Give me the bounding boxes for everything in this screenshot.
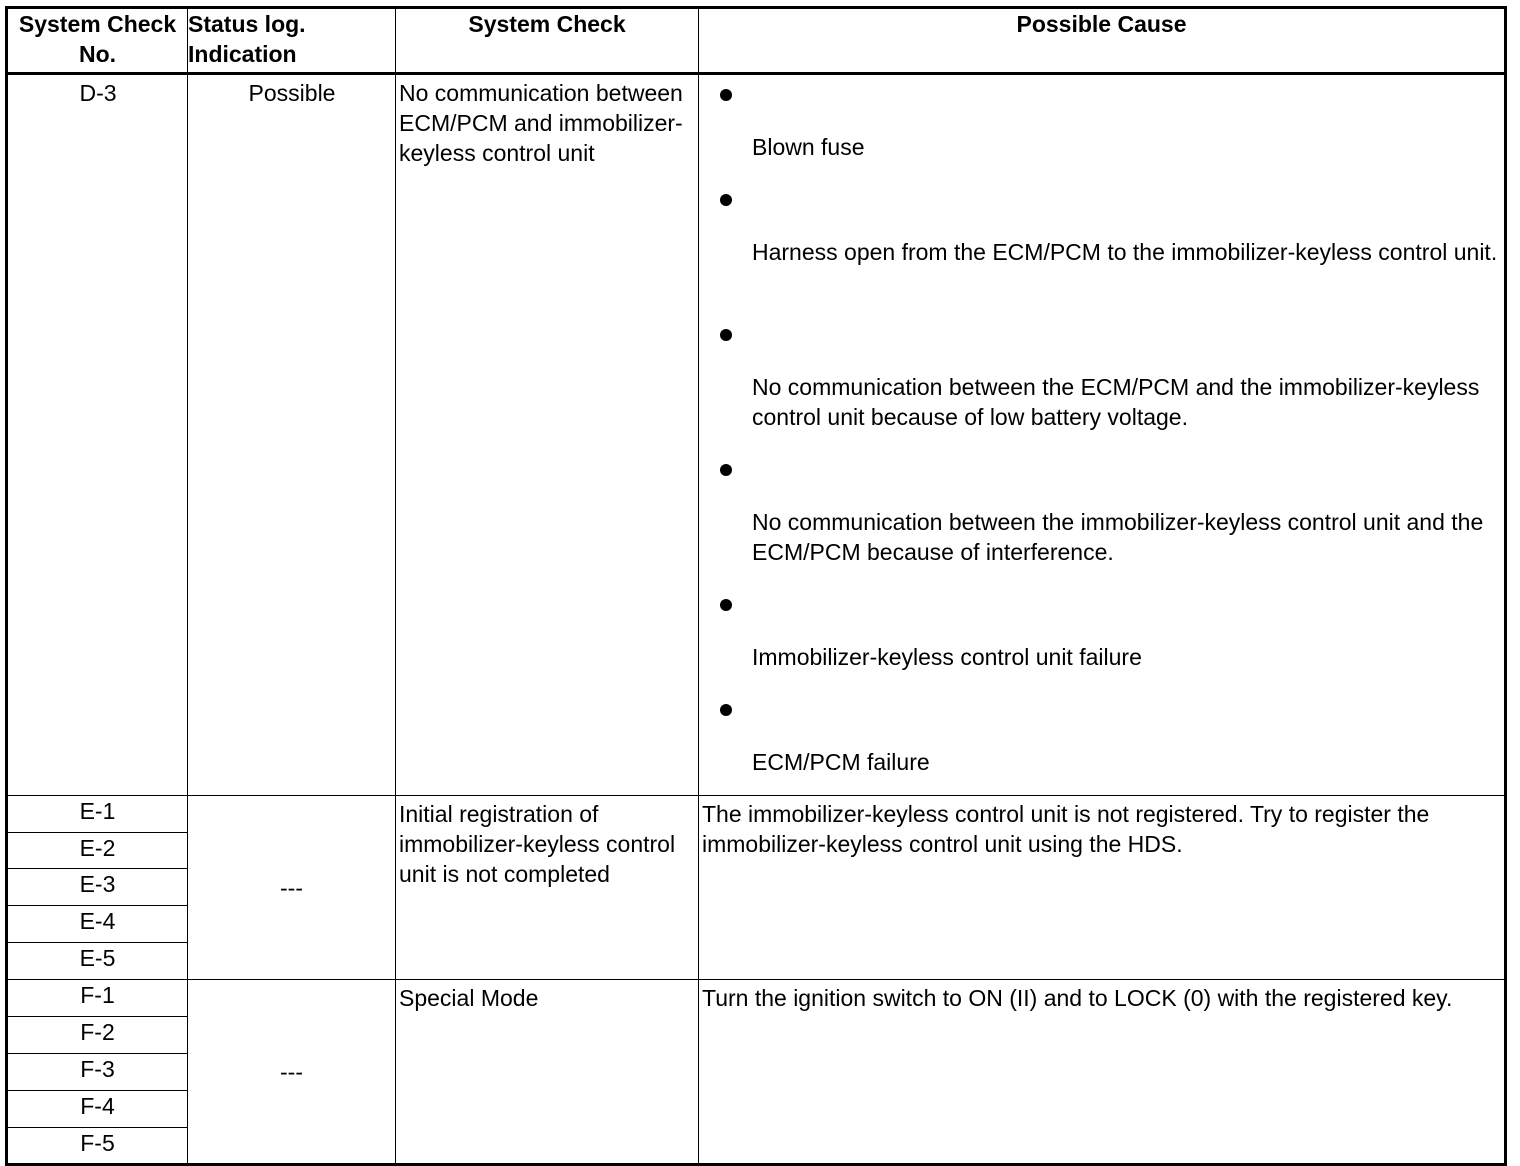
header-status-line1: Status log. — [188, 11, 306, 37]
list-item — [699, 585, 1504, 690]
bullet-icon — [720, 599, 732, 611]
status-indication: Possible — [188, 74, 396, 796]
system-check-no: F-5 — [7, 1128, 188, 1165]
cause-text: ECM/PCM failure — [752, 749, 930, 775]
list-item — [699, 180, 1504, 315]
status-indication: --- — [188, 980, 396, 1165]
system-check-description: Special Mode — [396, 980, 699, 1165]
system-check-description: Initial registration of immobilizer-keyless control unit is not completed — [396, 796, 699, 980]
system-check-no: F-1 — [7, 980, 188, 1017]
header-status-log — [188, 8, 396, 74]
header-system-check: System Check — [396, 8, 699, 74]
header-system-check-no — [7, 8, 188, 74]
list-item — [699, 315, 1504, 450]
system-check-description: No communication between ECM/PCM and immobilizer-keyless control unit — [396, 74, 699, 796]
table-row-f1 — [7, 980, 1506, 1017]
system-check-no: E-4 — [7, 906, 188, 943]
possible-cause-list — [699, 75, 1504, 795]
possible-cause-text: The immobilizer-keyless control unit is not registered. Try to register the immobilizer-keyless control unit using the HDS. — [699, 796, 1506, 980]
system-check-no: E-1 — [7, 796, 188, 833]
system-check-no: F-2 — [7, 1017, 188, 1054]
bullet-icon — [720, 329, 732, 341]
table-row-d3 — [7, 74, 1506, 796]
system-check-no: E-3 — [7, 869, 188, 906]
header-status-line2: Indication — [188, 41, 297, 67]
possible-cause-cell — [699, 74, 1506, 796]
cause-text: No communication between the immobilizer-keyless control unit and the ECM/PCM because of interference. — [752, 509, 1484, 565]
table-row-e1 — [7, 796, 1506, 833]
header-no-line1: System Check — [18, 11, 177, 37]
system-check-no: F-4 — [7, 1091, 188, 1128]
list-item — [699, 690, 1504, 795]
bullet-icon — [720, 464, 732, 476]
list-item — [699, 450, 1504, 585]
cause-text: Immobilizer-keyless control unit failure — [752, 644, 1142, 670]
status-indication: --- — [188, 796, 396, 980]
header-no-line2: No. — [78, 41, 117, 67]
cause-text: Harness open from the ECM/PCM to the immobilizer-keyless control unit. — [752, 239, 1498, 265]
header-possible-cause: Possible Cause — [699, 8, 1506, 74]
cause-text: Blown fuse — [752, 134, 865, 160]
bullet-icon — [720, 194, 732, 206]
system-check-no: E-2 — [7, 833, 188, 869]
list-item — [699, 75, 1504, 180]
system-check-no: F-3 — [7, 1054, 188, 1091]
bullet-icon — [720, 704, 732, 716]
system-check-no: E-5 — [7, 943, 188, 980]
bullet-icon — [720, 89, 732, 101]
possible-cause-text: Turn the ignition switch to ON (II) and to LOCK (0) with the registered key. — [699, 980, 1506, 1165]
cause-text: No communication between the ECM/PCM and the immobilizer-keyless control unit because of low battery voltage. — [752, 374, 1480, 430]
system-check-no: D-3 — [7, 74, 188, 796]
header-row — [7, 8, 1506, 74]
system-check-table — [5, 6, 1507, 1166]
